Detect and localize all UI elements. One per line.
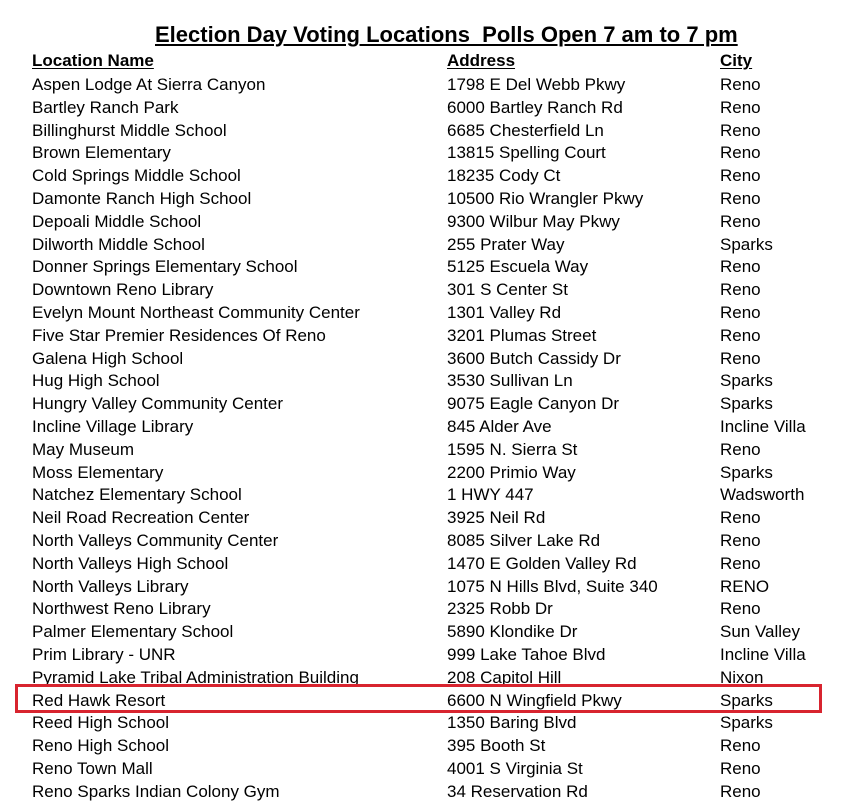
address-cell: 1595 N. Sierra St	[447, 439, 578, 459]
address-cell: 1 HWY 447	[447, 485, 534, 505]
table-row	[0, 439, 848, 462]
table-row	[0, 234, 848, 257]
city-cell: Reno	[720, 188, 761, 208]
table-row	[0, 576, 848, 599]
location-name-cell: May Museum	[32, 439, 135, 459]
city-cell: Wadsworth	[720, 485, 805, 505]
address-cell: 6600 N Wingfield Pkwy	[447, 690, 622, 710]
table-row	[0, 393, 848, 416]
document-title: Election Day Voting Locations Polls Open 7 am to 7 pm	[155, 22, 738, 47]
location-name-cell: Dilworth Middle School	[32, 234, 205, 254]
city-cell: Incline Villa	[720, 416, 806, 436]
address-cell: 1301 Valley Rd	[447, 302, 562, 322]
location-name-cell: Reno Town Mall	[32, 758, 153, 778]
city-cell: Reno	[720, 530, 761, 550]
column-header-address: Address	[447, 51, 516, 70]
city-cell: Sparks	[720, 234, 773, 254]
location-name-cell: Donner Springs Elementary School	[32, 257, 298, 277]
city-cell: Reno	[720, 302, 761, 322]
location-name-cell: Neil Road Recreation Center	[32, 508, 250, 528]
table-row	[0, 462, 848, 485]
city-cell: Reno	[720, 166, 761, 186]
location-name-cell: Bartley Ranch Park	[32, 97, 179, 117]
location-name-cell: Reed High School	[32, 713, 170, 733]
city-cell: Reno	[720, 348, 761, 368]
city-cell: Reno	[720, 439, 761, 459]
city-cell: Reno	[720, 599, 761, 619]
city-cell: Reno	[720, 97, 761, 117]
location-name-cell: Palmer Elementary School	[32, 622, 234, 642]
address-cell: 3600 Butch Cassidy Dr	[447, 348, 621, 368]
location-name-cell: Galena High School	[32, 348, 184, 368]
table-row	[0, 74, 848, 97]
city-cell: Reno	[720, 211, 761, 231]
address-cell: 1350 Baring Blvd	[447, 713, 577, 733]
location-name-cell: Hungry Valley Community Center	[32, 394, 283, 414]
location-name-cell: Prim Library - UNR	[32, 644, 176, 664]
location-name-cell: Evelyn Mount Northeast Community Center	[32, 302, 360, 322]
location-name-cell: North Valleys High School	[32, 553, 229, 573]
city-cell: Sun Valley	[720, 622, 801, 642]
location-name-cell: Incline Village Library	[32, 416, 194, 436]
city-cell: RENO	[720, 576, 770, 596]
location-name-cell: Aspen Lodge At Sierra Canyon	[32, 75, 266, 94]
address-cell: 5890 Klondike Dr	[447, 622, 578, 642]
table-row	[0, 302, 848, 325]
locations-table	[0, 74, 848, 804]
table-row	[0, 256, 848, 279]
address-cell: 1075 N Hills Blvd, Suite 340	[447, 576, 658, 596]
table-row	[0, 644, 848, 667]
address-cell: 34 Reservation Rd	[447, 781, 588, 801]
table-row	[0, 165, 848, 188]
address-cell: 5125 Escuela Way	[447, 257, 589, 277]
location-name-cell: North Valleys Community Center	[32, 530, 279, 550]
table-row	[0, 348, 848, 371]
city-cell: Nixon	[720, 667, 764, 687]
table-row	[0, 621, 848, 644]
location-name-cell: Cold Springs Middle School	[32, 166, 241, 186]
table-row	[0, 781, 848, 804]
table-row	[0, 142, 848, 165]
location-name-cell: Billinghurst Middle School	[32, 120, 227, 140]
table-row	[0, 553, 848, 576]
address-cell: 13815 Spelling Court	[447, 143, 606, 163]
location-name-cell: Moss Elementary	[32, 462, 164, 482]
location-name-cell: Downtown Reno Library	[32, 280, 214, 300]
table-row	[0, 370, 848, 393]
table-row	[0, 416, 848, 439]
table-row	[0, 484, 848, 507]
city-cell: Reno	[720, 120, 761, 140]
city-cell: Sparks	[720, 394, 773, 414]
location-name-cell: Reno Sparks Indian Colony Gym	[32, 781, 280, 801]
table-row	[0, 279, 848, 302]
address-cell: 3201 Plumas Street	[447, 325, 597, 345]
address-cell: 255 Prater Way	[447, 234, 565, 254]
address-cell: 1470 E Golden Valley Rd	[447, 553, 637, 573]
table-row	[0, 758, 848, 781]
city-cell: Reno	[720, 325, 761, 345]
address-cell: 10500 Rio Wrangler Pkwy	[447, 188, 644, 208]
city-cell: Reno	[720, 781, 761, 801]
table-row	[0, 667, 848, 690]
address-cell: 2325 Robb Dr	[447, 599, 553, 619]
location-name-cell: Northwest Reno Library	[32, 599, 211, 619]
city-cell: Reno	[720, 736, 761, 756]
address-cell: 1798 E Del Webb Pkwy	[447, 75, 626, 94]
address-cell: 3530 Sullivan Ln	[447, 371, 573, 391]
city-cell: Reno	[720, 758, 761, 778]
address-cell: 6000 Bartley Ranch Rd	[447, 97, 623, 117]
address-cell: 2200 Primio Way	[447, 462, 576, 482]
city-cell: Reno	[720, 508, 761, 528]
table-row	[0, 97, 848, 120]
location-name-cell: Damonte Ranch High School	[32, 188, 252, 208]
address-cell: 8085 Silver Lake Rd	[447, 530, 601, 550]
location-name-cell: North Valleys Library	[32, 576, 189, 596]
table-row	[0, 188, 848, 211]
address-cell: 9300 Wilbur May Pkwy	[447, 211, 620, 231]
location-name-cell: Natchez Elementary School	[32, 485, 242, 505]
address-cell: 208 Capitol Hill	[447, 667, 562, 687]
table-row	[0, 325, 848, 348]
city-cell: Sparks	[720, 713, 773, 733]
table-row	[0, 735, 848, 758]
table-row	[0, 507, 848, 530]
city-cell: Reno	[720, 257, 761, 277]
city-cell: Sparks	[720, 371, 773, 391]
city-cell: Sparks	[720, 690, 773, 710]
address-cell: 999 Lake Tahoe Blvd	[447, 644, 606, 664]
city-cell: Reno	[720, 280, 761, 300]
location-name-cell: Reno High School	[32, 736, 170, 756]
table-row	[0, 211, 848, 234]
city-cell: Sparks	[720, 462, 773, 482]
address-cell: 845 Alder Ave	[447, 416, 552, 436]
address-cell: 3925 Neil Rd	[447, 508, 546, 528]
column-header-location-name: Location Name	[32, 51, 154, 70]
city-cell: Incline Villa	[720, 644, 806, 664]
location-name-cell: Pyramid Lake Tribal Administration Building	[32, 667, 359, 687]
location-name-cell: Brown Elementary	[32, 143, 171, 163]
table-row	[0, 598, 848, 621]
table-row	[0, 120, 848, 143]
address-cell: 301 S Center St	[447, 280, 568, 300]
address-cell: 4001 S Virginia St	[447, 758, 583, 778]
address-cell: 9075 Eagle Canyon Dr	[447, 394, 620, 414]
location-name-cell: Depoali Middle School	[32, 211, 202, 231]
city-cell: Reno	[720, 75, 761, 94]
city-cell: Reno	[720, 143, 761, 163]
location-name-cell: Five Star Premier Residences Of Reno	[32, 325, 326, 345]
address-cell: 395 Booth St	[447, 736, 546, 756]
table-row	[0, 712, 848, 735]
city-cell: Reno	[720, 553, 761, 573]
column-header-city: City	[720, 51, 753, 70]
table-row	[0, 530, 848, 553]
address-cell: 6685 Chesterfield Ln	[447, 120, 604, 140]
location-name-cell: Hug High School	[32, 371, 160, 391]
location-name-cell: Red Hawk Resort	[32, 690, 166, 710]
table-row	[0, 690, 848, 713]
address-cell: 18235 Cody Ct	[447, 166, 561, 186]
